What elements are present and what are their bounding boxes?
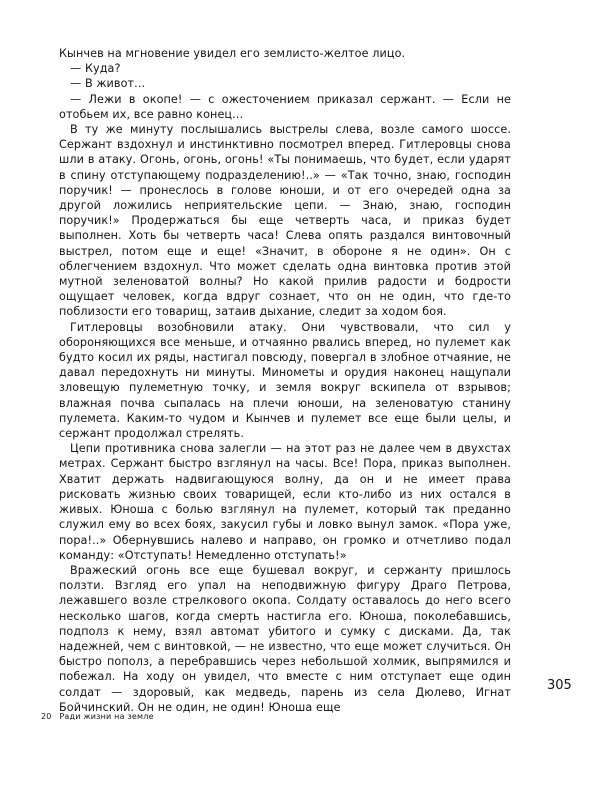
paragraph: В ту же минуту послышались выстрелы слева, возле самого шоссе. Сержант вздохнул и инстинктивно посмотрел вперед. Гитлеровцы снова шли в атаку. Огонь, огонь, огонь! «Ты понимаешь, что будет, если ударят в спину отступающему подразделению!..» — «Так точно, знаю, господин поручик! — пронеслось в голове юноши, и от его очередей одна за другой ложились неприятельские цепи. — Знаю, знаю, господин поручик!» Продержаться бы еще четверть часа, и приказ будет выполнен. Хоть бы четверть часа! Слева опять раздался винтовочный выстрел, потом еще и еще! «Значит, в обороне я не один». Он с облегчением вздохнул. Что может сделать одна винтовка против этой мутной зеленоватой волны? Но какой прилив радости и бодрости ощущает человек, когда вдруг сознает, что он не один, что где-то поблизости его товарищ, затаив дыхание, следит за ходом боя. bbox=[59, 123, 511, 319]
paragraph: — Лежи в окопе! — с ожесточением приказал сержант. — Если не отобьем их, все равно конец... bbox=[59, 92, 511, 121]
paragraph: Кынчев на мгновение увидел его землисто-желтое лицо. bbox=[59, 47, 406, 60]
paragraph: Цепи противника снова залегли — на этот раз не далее чем в двухстах метрах. Сержант быстро взглянул на часы. Все! Пора, приказ выполнен. Хватит держать надвигающуюся волну, да он и не имеет права рисковать жизнью своих товарищей, если кто-либо из них остался в живых. Юноша с болью взглянул на пулемет, который так преданно служил ему во всех боях, закусил губы и ловко вынул замок. «Пора уже, пора!..» Обернувшись налево и направо, он громко и отчетливо подал команду: «Отступать! Немедленно отступать!» bbox=[59, 442, 511, 562]
paragraph: Гитлеровцы возобновили атаку. Они чувствовали, что сил у обороняющихся все меньше, и отчаянно рвались вперед, но пулемет как будто косил их ряды, настигал повсюду, повергал в злобное отчаяние, не давал передохнуть ни минуты. Минометы и орудия наконец нащупали зловещую пулеметную точку, и земля вокруг вскипела от взрывов; влажная почва сыпалась на плечи юноши, на зеленоватую станину пулемета. Каким-то чудом и Кынчев и пулемет все еще были целы, и сержант продолжал стрелять. bbox=[59, 320, 511, 441]
page-number: 305 bbox=[547, 678, 572, 693]
paragraph: Вражеский огонь все еще бушевал вокруг, и сержанту пришлось ползти. Взгляд его упал на неподвижную фигуру Драго Петрова, лежавшего возле стрелкового окопа. Солдату оставалось до него всего несколько шагов, когда смерть настигла его. Юноша, поколебавшись, подполз к нему, взял автомат убитого и сумку с дисками. Да, так надежней, чем с винтовкой, — не известно, что еще может случиться. Он быстро пополз, а перебравшись через небольшой холмик, выпрямился и побежал. На ходу он увидел, что вместе с ним отступает еще один солдат — здоровый, как медведь, парень из села Дюлево, Игнат Бойчинский. Он не один, не один! Юноша еще bbox=[59, 563, 511, 714]
page-body bbox=[59, 46, 511, 715]
paragraph: — В живот... bbox=[70, 77, 146, 91]
footer bbox=[41, 712, 154, 721]
footer-sheet-number: 20 bbox=[41, 712, 52, 721]
paragraph: — Куда? bbox=[70, 62, 121, 76]
footer-running-title: Ради жизни на земле bbox=[59, 712, 154, 721]
